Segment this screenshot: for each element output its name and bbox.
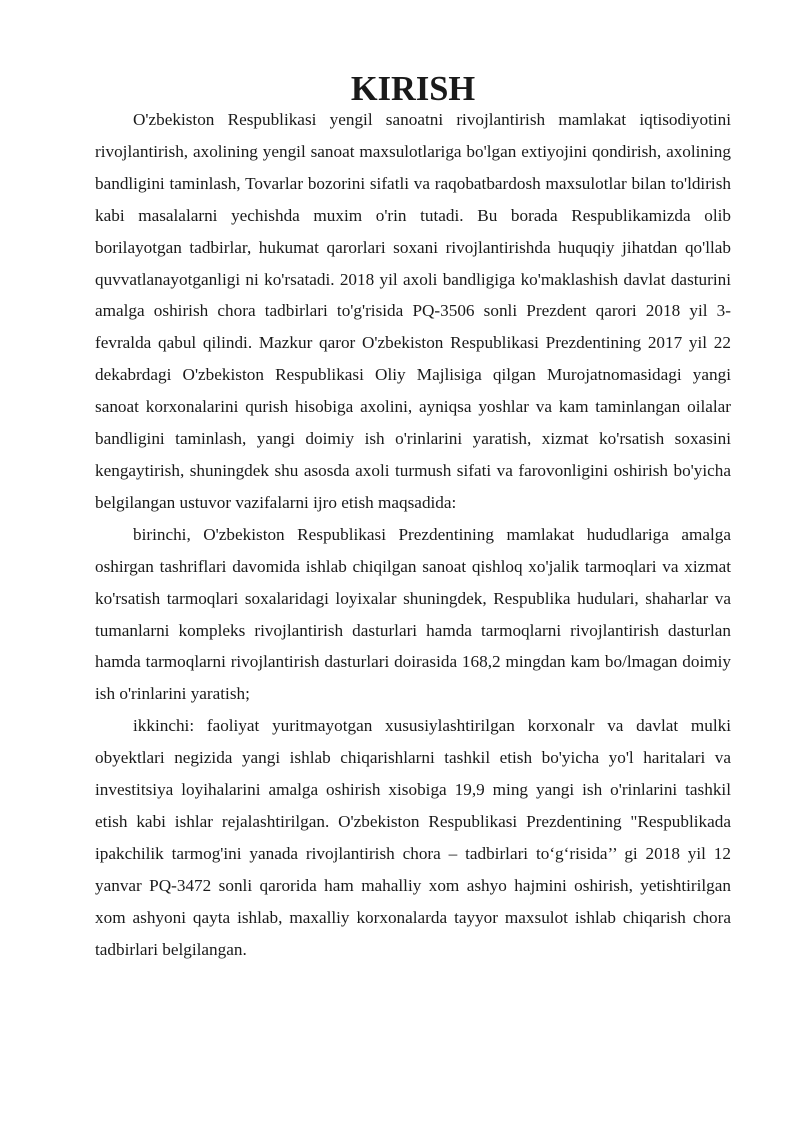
paragraph-second-point: ikkinchi: faoliyat yuritmayotgan xususiylashtirilgan korxonalr va davlat mulki obyektlari negizida yangi ishlab chiqarishlarni tashkil etish bo'yicha yo'l haritalari va investitsiya loyihalarini amalga oshirish xisobiga 19,9 ming yangi ish o'rinlarini tashkil etish kabi ishlar rejalashtirilgan. O'zbekiston Respublikasi Prezdentining "Respublikada ipakchilik tarmog'ini yanada rivojlantirish chora – tadbirlari to‘g‘risida’’ gi 2018 yil 12 yanvar PQ-3472 sonli qarorida ham mahalliy xom ashyo hajmini oshirish, yetishtirilgan xom ashyoni qayta ishlab, maxalliy korxonalarda tayyor maxsulot ishlab chiqarish chora tadbirlari belgilangan. xyxy=(95,716,731,959)
paragraph-intro: O'zbekiston Respublikasi yengil sanoatni rivojlantirish mamlakat iqtisodiyotini rivojlantirish, axolining yengil sanoat maxsulotlariga bo'lgan extiyojini qondirish, axolining bandligini taminlash, Tovarlar bozorini sifatli va raqobatbardosh maxsulotlar bilan to'ldirish kabi masalalarni yechishda muxim o'rin tutadi. Bu borada Respublikamizda olib borilayotgan tadbirlar, hukumat qarorlari soxani rivojlantirishda huquqiy jihatdan qo'llab quvvatlanayotganligi ni ko'rsatadi. 2018 yil axoli bandligiga ko'maklashish davlat dasturini amalga oshirish chora tadbirlari to'g'risida PQ-3506 sonli Prezdent qarori 2018 yil 3-fevralda qabul qilindi. Mazkur qaror O'zbekiston Respublikasi Prezdentining 2017 yil 22 dekabrdagi O'zbekiston Respublikasi Oliy Majlisiga qilgan Murojatnomasidagi yangi sanoat korxonalarini qurish hisobiga axolini, ayniqsa yoshlar va kam taminlangan oilalar bandligini taminlash, yangi doimiy ish o'rinlarini yaratish, xizmat ko'rsatish soxasini kengaytirish, shuningdek shu asosda axoli turmush sifati va farovonligini oshirish bo'yicha belgilangan ustuvor vazifalarni ijro etish maqsadida: xyxy=(95,110,731,512)
document-body xyxy=(95,70,731,965)
paragraph-first-point: birinchi, O'zbekiston Respublikasi Prezdentining mamlakat hududlariga amalga oshirgan tashriflari davomida ishlab chiqilgan sanoat qishloq xo'jalik tarmoqlari va xizmat ko'rsatish tarmoqlari soxalaridagi loyixalar shuningdek, Respublika hudulari, shaharlar va tumanlarni kompleks rivojlantirish dasturlari hamda tarmoqlarni rivojlantirish dasturlan hamda tarmoqlarni rivojlantirish dasturlari doirasida 168,2 mingdan kam bo/lmagan doimiy ish o'rinlarini yaratish; xyxy=(95,524,731,704)
page-title: KIRISH xyxy=(350,70,476,108)
